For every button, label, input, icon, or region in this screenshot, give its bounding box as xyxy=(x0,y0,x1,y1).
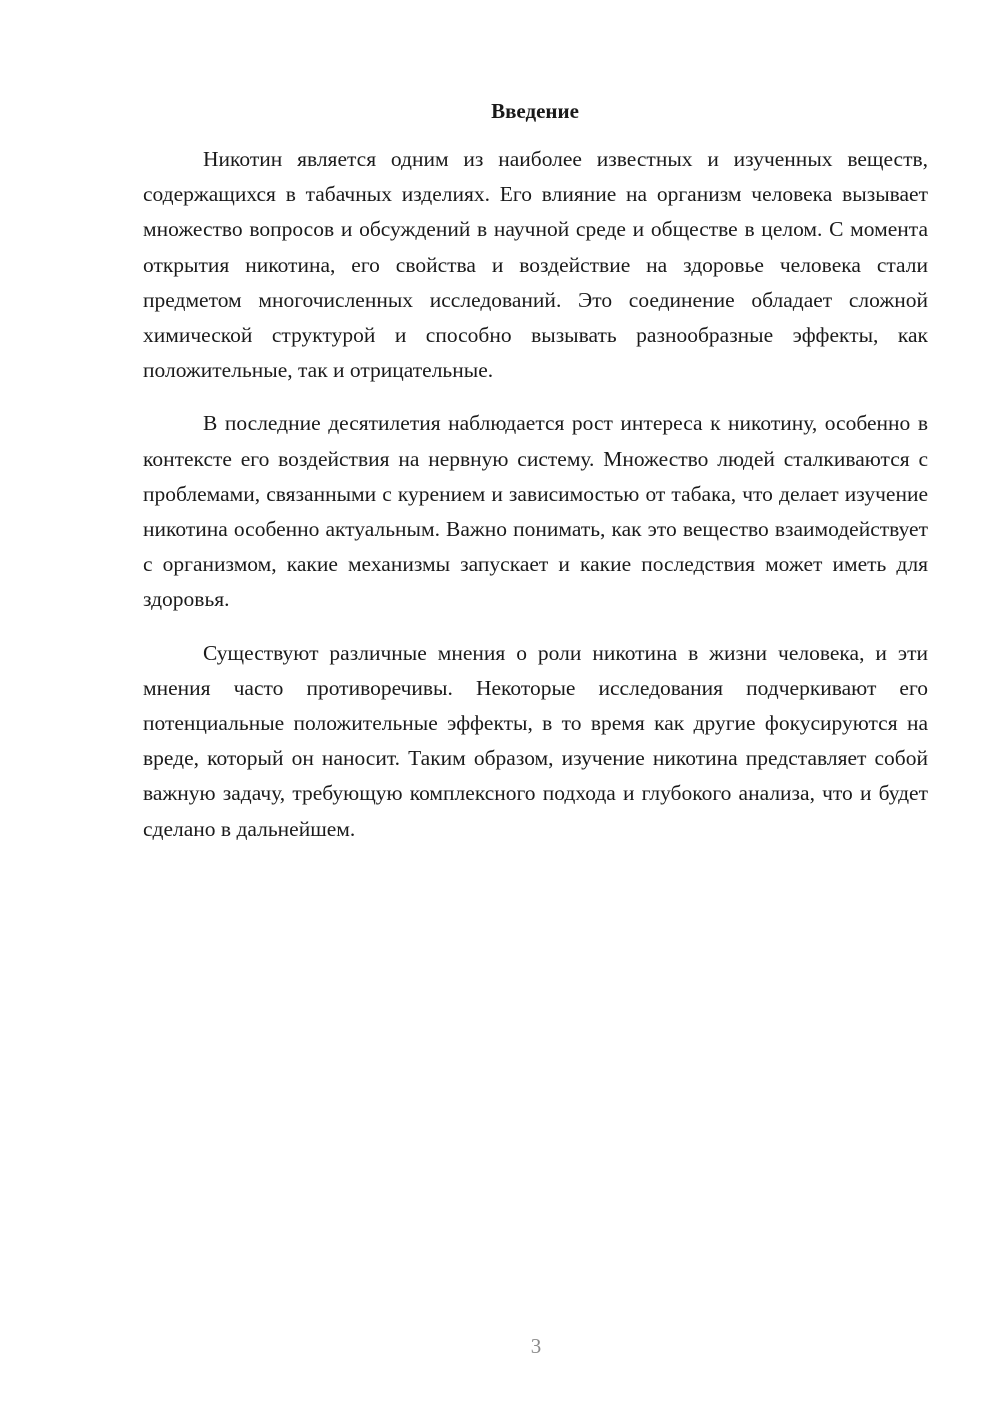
section-heading: Введение xyxy=(491,99,579,123)
page-number: 3 xyxy=(530,1334,542,1358)
paragraph-2: В последние десятилетия наблюдается рост интереса к никотину, особенно в контексте его воздействия на нервную систему. Множество людей сталкиваются с проблемами, связанными с курением и зависимостью от табака, что делает изучение никотина особенно актуальным. Важно понимать, как это вещество взаимодействует с организмом, какие механизмы запускает и какие последствия может иметь для здоровья. xyxy=(143,411,928,612)
body-text xyxy=(143,142,928,865)
paragraph-3: Существуют различные мнения о роли никотина в жизни человека, и эти мнения часто противоречивы. Некоторые исследования подчеркивают его потенциальные положительные эффекты, в то время как другие фокусируются на вреде, который он наносит. Таким образом, изучение никотина представляет собой важную задачу, требующую комплексного подхода и глубокого анализа, что и будет сделано в дальнейшем. xyxy=(143,640,928,841)
paragraph-1: Никотин является одним из наиболее известных и изученных веществ, содержащихся в табачных изделиях. Его влияние на организм человека вызывает множество вопросов и обсуждений в научной среде и обществе в целом. С момента открытия никотина, его свойства и воздействие на здоровье человека стали предметом многочисленных исследований. Это соединение обладает сложной химической структурой и способно вызывать разнообразные эффекты, как положительные, так и отрицательные. xyxy=(143,147,928,383)
